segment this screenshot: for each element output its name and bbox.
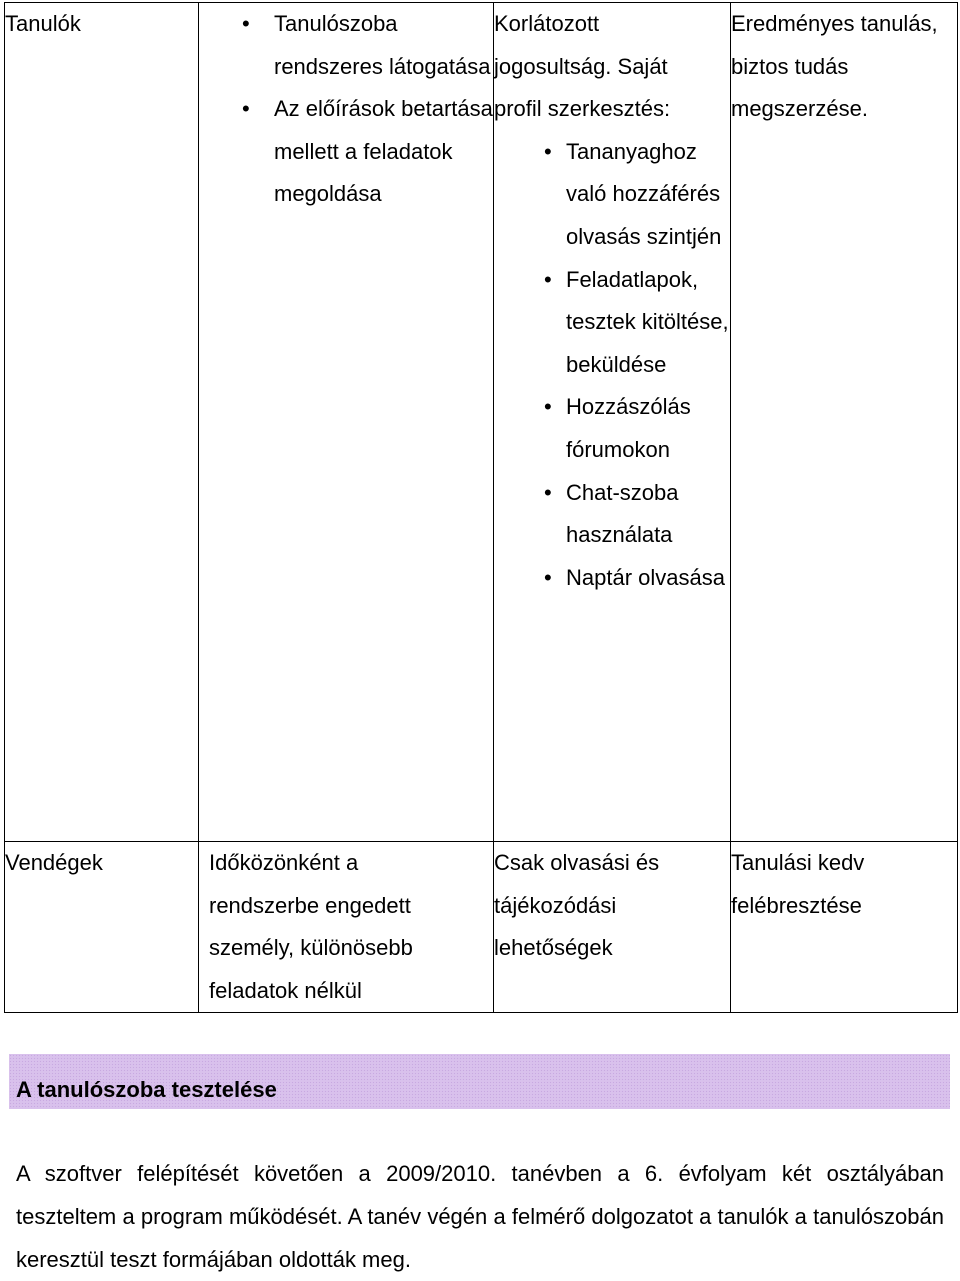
role-cell bbox=[5, 3, 199, 842]
activities-cell bbox=[199, 3, 494, 842]
activities-cell bbox=[199, 842, 494, 1013]
role-label: Tanulók bbox=[5, 11, 81, 36]
roles-table bbox=[4, 2, 958, 1013]
goal-cell bbox=[731, 842, 958, 1013]
table-row bbox=[5, 3, 958, 842]
goal-text: Eredményes tanulás, biztos tudás megszerzése. bbox=[731, 11, 938, 122]
bullet-icon bbox=[242, 3, 250, 46]
list-item: •Naptár olvasása bbox=[494, 557, 730, 600]
rights-cell bbox=[494, 3, 731, 842]
role-label: Vendégek bbox=[5, 850, 103, 875]
activity-text: Időközönként a rendszerbe engedett személy, különösebb feladatok nélkül bbox=[209, 850, 413, 1003]
table-row bbox=[5, 842, 958, 1013]
section-paragraph: A szoftver felépítését követően a 2009/2010. tanévben a 6. évfolyam két osztályában teszteltem a program működését. A tanév végén a felmérő dolgozatot a tanulók a tanulószobán keresztül teszt formájában oldották meg. bbox=[16, 1161, 944, 1272]
rights-text: Csak olvasási és tájékozódási lehetőségek bbox=[494, 850, 660, 961]
bullet-icon bbox=[544, 131, 566, 174]
list-item: •Feladatlapok, tesztek kitöltése, beküldése bbox=[494, 259, 730, 387]
list-item: •Chat-szoba használata bbox=[494, 472, 730, 557]
list-item: •Tananyaghoz való hozzáférés olvasás szintjén bbox=[494, 131, 730, 259]
bullet-icon bbox=[544, 472, 566, 515]
goal-cell bbox=[731, 3, 958, 842]
bullet-icon bbox=[544, 259, 566, 302]
list-item: •Hozzászólás fórumokon bbox=[494, 386, 730, 471]
rights-cell bbox=[494, 842, 731, 1013]
bullet-icon bbox=[242, 88, 250, 131]
list-item: • Tanulószoba rendszeres látogatása bbox=[199, 3, 493, 88]
bullet-icon bbox=[544, 557, 566, 600]
activities-list bbox=[199, 3, 493, 216]
bullet-icon bbox=[544, 386, 566, 429]
section-heading: A tanulószoba tesztelése bbox=[16, 1077, 277, 1102]
list-item: • Az előírások betartása mellett a feladatok megoldása bbox=[199, 88, 493, 216]
rights-intro: Korlátozott jogosultság. Saját profil szerkesztés: bbox=[494, 11, 671, 122]
rights-list bbox=[494, 131, 730, 600]
goal-text: Tanulási kedv felébresztése bbox=[731, 850, 865, 918]
role-cell bbox=[5, 842, 199, 1013]
